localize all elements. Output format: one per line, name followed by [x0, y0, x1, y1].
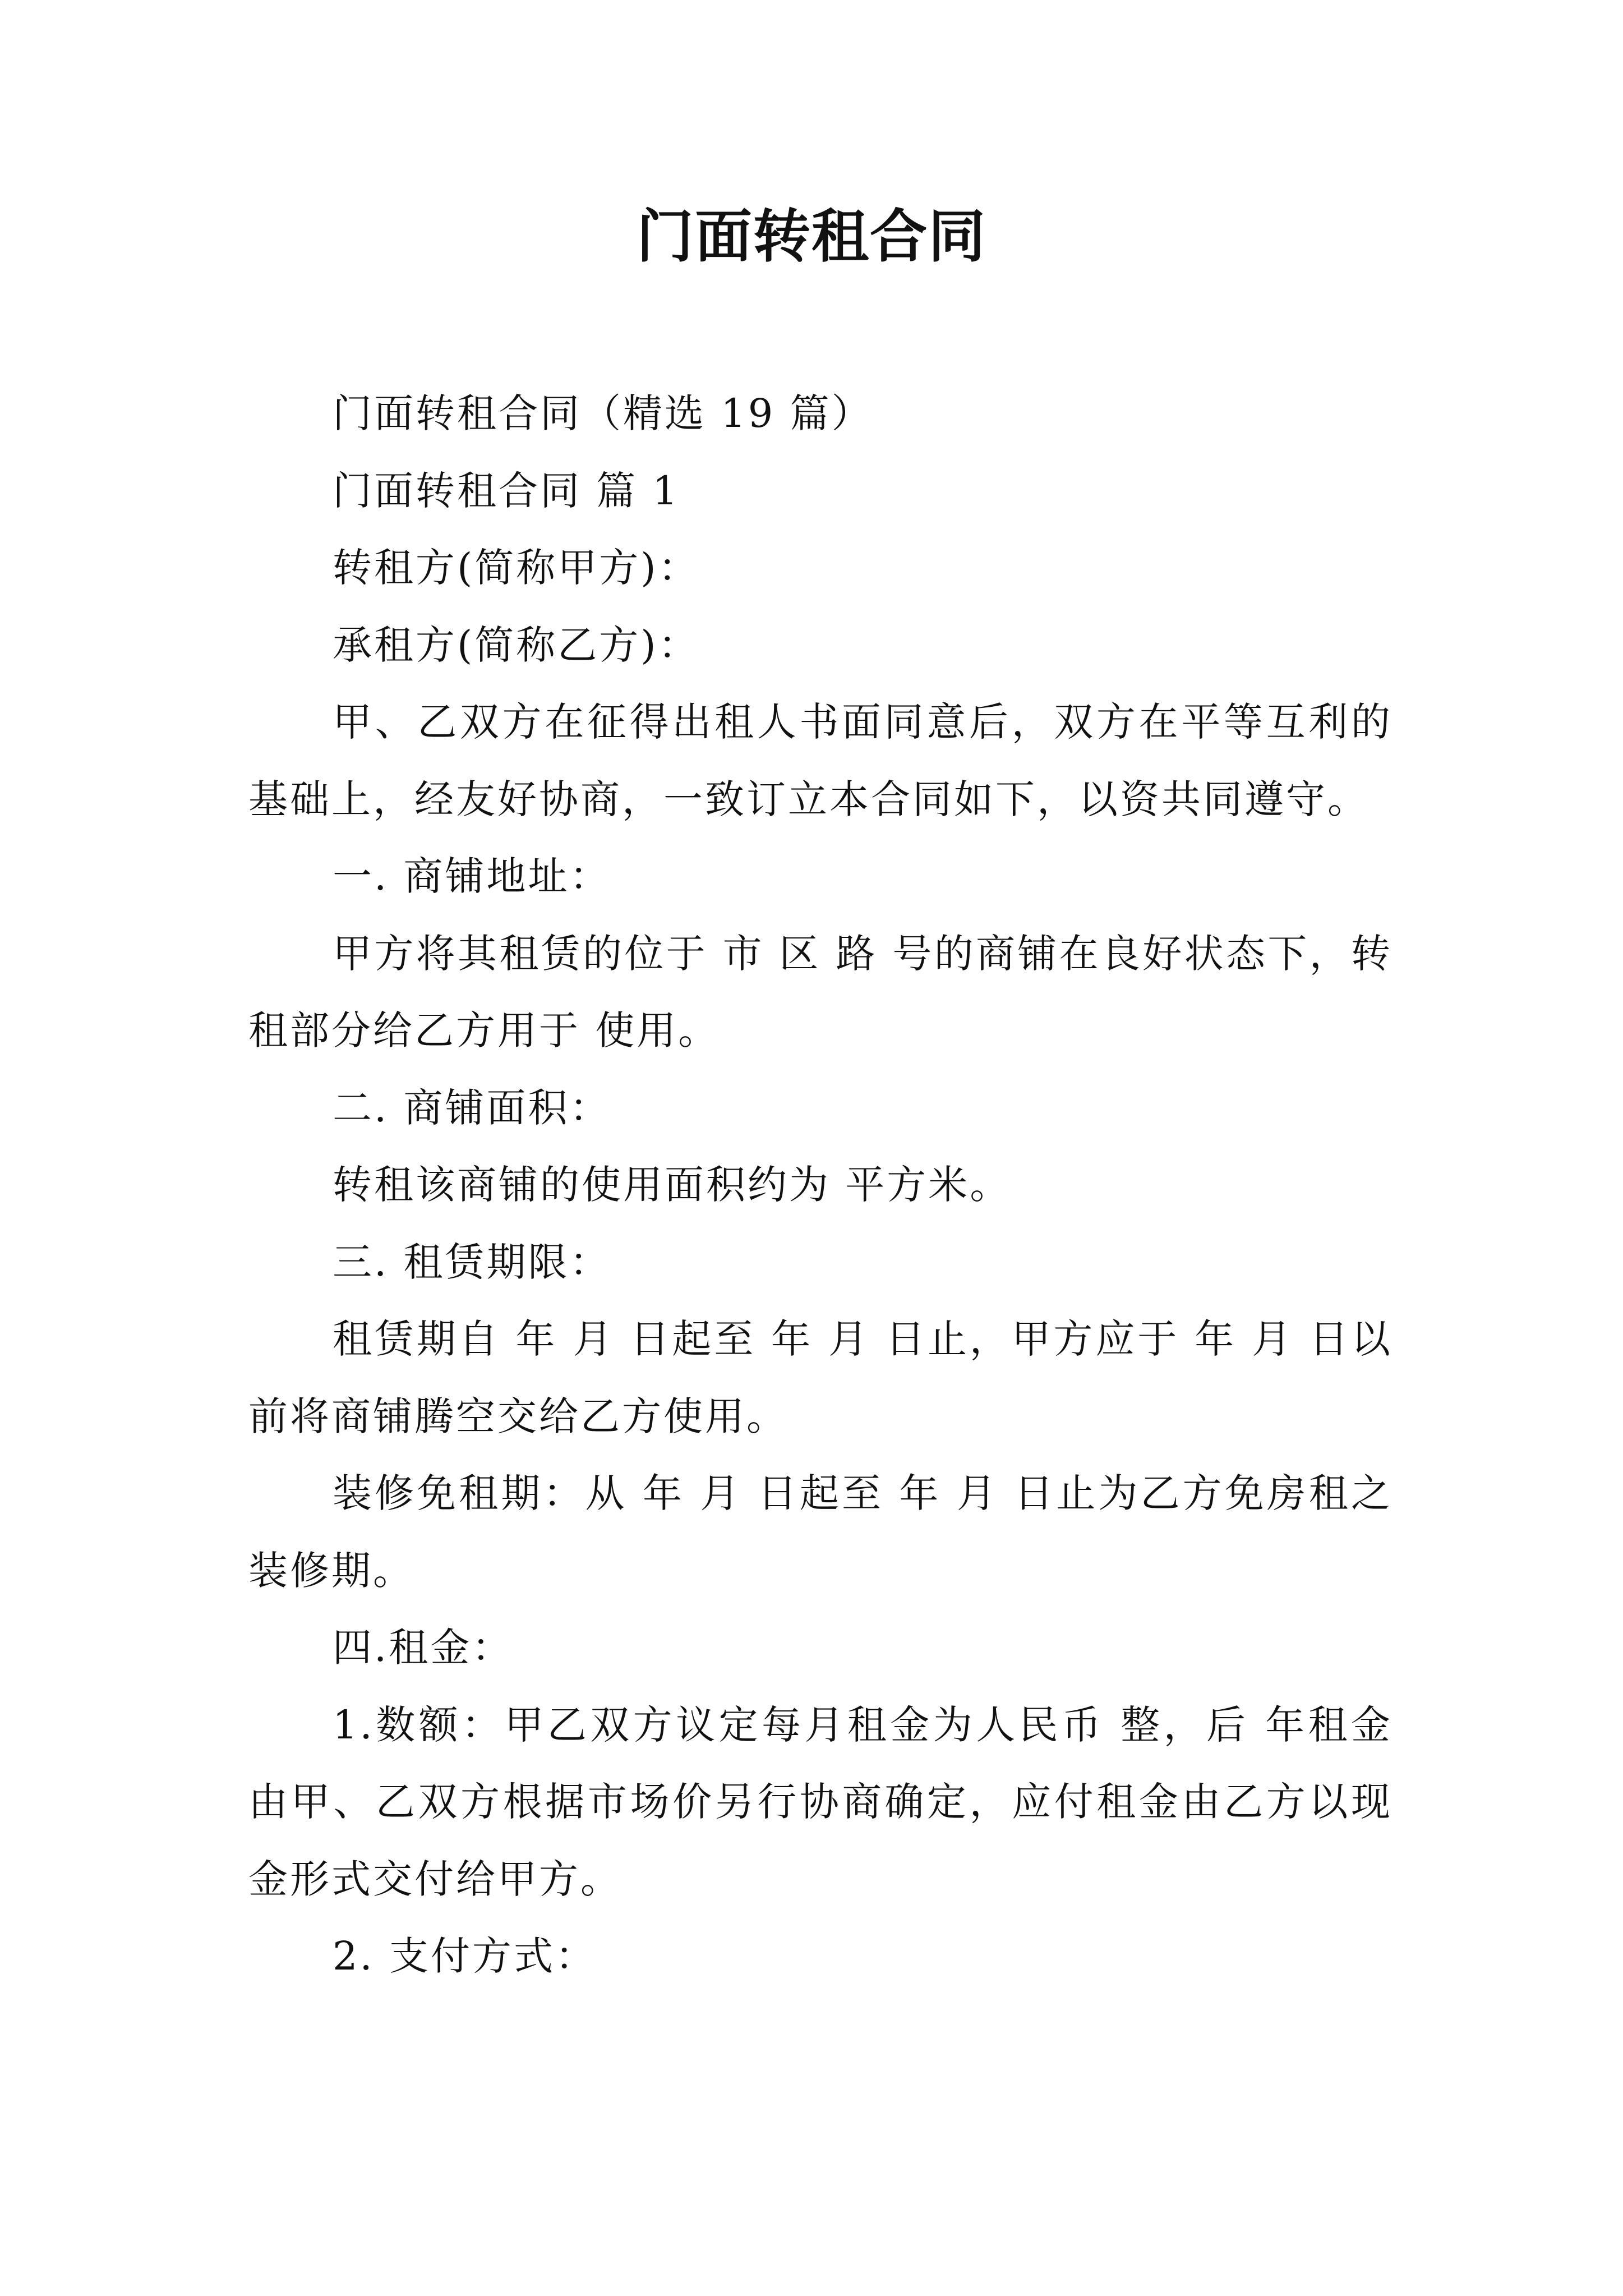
paragraph: 租赁期自 年 月 日起至 年 月 日止，甲方应于 年 月 日以前将商铺腾空交给乙方使用。	[248, 1316, 1393, 1439]
document-body	[248, 375, 1393, 1995]
paragraph: 转租方(简称甲方)：	[333, 545, 700, 591]
paragraph: 承租方(简称乙方)：	[333, 622, 700, 668]
paragraph: 门面转租合同（精选 19 篇）	[333, 390, 873, 436]
paragraph: 甲方将其租赁的位于 市 区 路 号的商铺在良好状态下，转租部分给乙方用于 使用。	[248, 930, 1393, 1053]
document-title: 门面转租合同	[637, 204, 986, 270]
paragraph: 装修免租期：从 年 月 日起至 年 月 日止为乙方免房租之装修期。	[248, 1470, 1393, 1594]
paragraph: 转租该商铺的使用面积约为 平方米。	[333, 1162, 1012, 1208]
paragraph: 二. 商铺面积：	[333, 1084, 611, 1131]
paragraph: 1.数额：甲乙双方议定每月租金为人民币 整，后 年租金由甲、乙双方根据市场价另行协商确定，应付租金由乙方以现金形式交付给甲方。	[248, 1701, 1393, 1902]
paragraph: 2. 支付方式：	[333, 1933, 597, 1979]
paragraph: 四.租金：	[333, 1625, 514, 1671]
paragraph: 一. 商铺地址：	[333, 853, 611, 899]
paragraph: 门面转租合同 篇 1	[333, 467, 680, 514]
paragraph: 三. 租赁期限：	[333, 1239, 611, 1285]
paragraph: 甲、乙双方在征得出租人书面同意后，双方在平等互利的基础上，经友好协商，一致订立本合同如下，以资共同遵守。	[248, 699, 1393, 822]
